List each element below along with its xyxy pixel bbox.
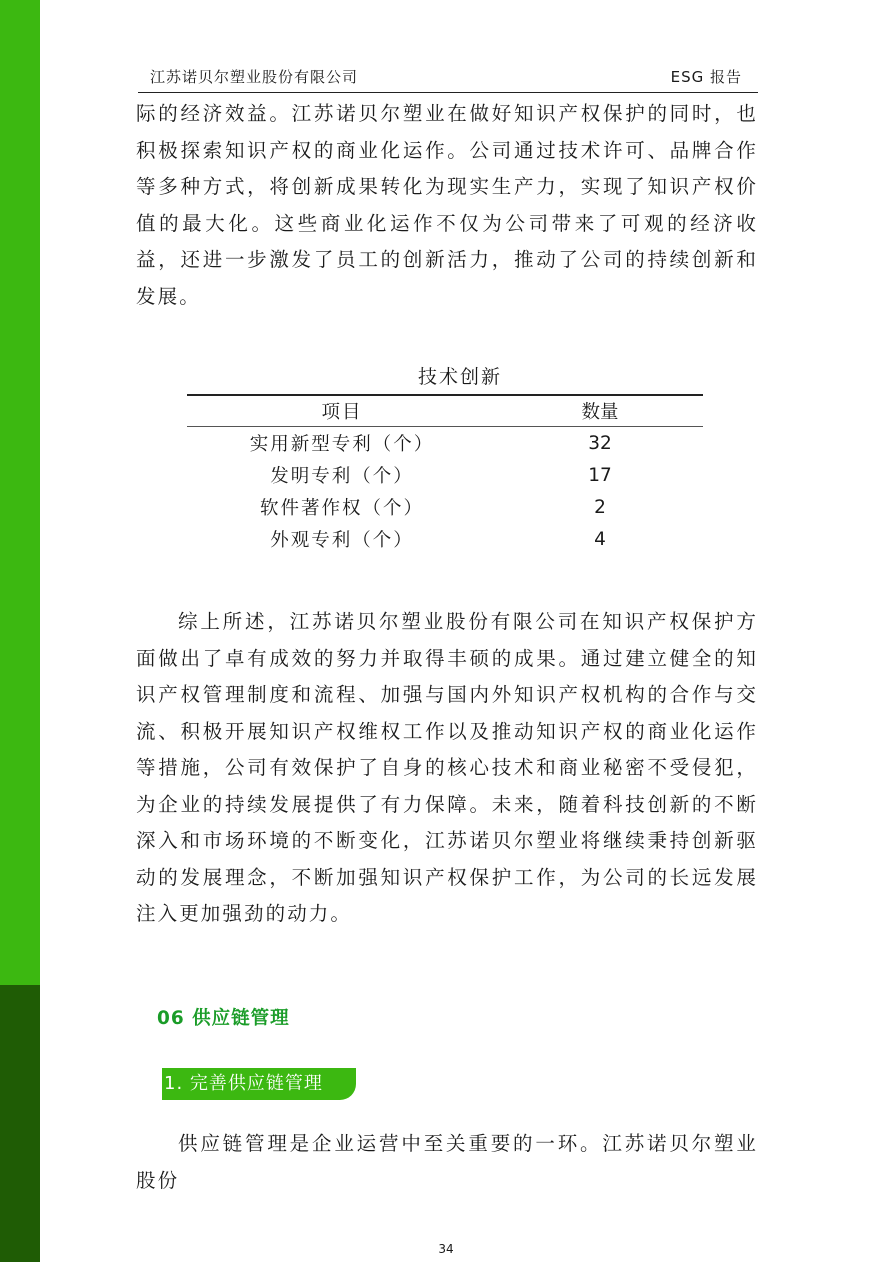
row-value: 32 bbox=[588, 432, 612, 454]
table-row bbox=[187, 459, 703, 491]
header-quantity: 数量 bbox=[497, 395, 703, 427]
header-report-label: ESG 报告 bbox=[670, 68, 742, 86]
row-label: 软件著作权（个） bbox=[259, 498, 424, 519]
page-header bbox=[138, 64, 758, 93]
table-row bbox=[187, 427, 703, 460]
row-label: 外观专利（个） bbox=[270, 530, 414, 551]
paragraph-supply-chain: 供应链管理是企业运营中至关重要的一环。江苏诺贝尔塑业股份 bbox=[136, 1132, 758, 1192]
table-row bbox=[187, 491, 703, 523]
table-row bbox=[187, 523, 703, 555]
row-value: 4 bbox=[594, 528, 606, 550]
row-label: 发明专利（个） bbox=[270, 466, 414, 487]
table-title: 技术创新 bbox=[417, 366, 502, 388]
header-item: 项目 bbox=[187, 395, 497, 427]
row-label: 实用新型专利（个） bbox=[249, 434, 435, 455]
page-number: 34 bbox=[438, 1242, 454, 1256]
subsection-heading: 1. 完善供应链管理 bbox=[162, 1068, 356, 1100]
paragraph-summary: 综上所述，江苏诺贝尔塑业股份有限公司在知识产权保护方面做出了卓有成效的努力并取得丰硕的成果。通过建立健全的知识产权管理制度和流程、加强与国内外知识产权机构的合作与交流、积极开展知识产权维权工作以及推动知识产权的商业化运作等措施，公司有效保护了自身的核心技术和商业秘密不受侵犯，为企业的持续发展提供了有力保障。未来，随着科技创新的不断深入和市场环境的不断变化，江苏诺贝尔塑业将继续秉持创新驱动的发展理念，不断加强知识产权保护工作，为公司的长远发展注入更加强劲的动力。 bbox=[136, 610, 758, 925]
section-heading: 06 供应链管理 bbox=[157, 1008, 290, 1029]
table-header-row bbox=[187, 395, 703, 427]
sidebar-accent-top bbox=[0, 0, 40, 985]
row-value: 17 bbox=[588, 464, 612, 486]
innovation-table bbox=[187, 394, 703, 555]
header-company-name: 江苏诺贝尔塑业股份有限公司 bbox=[150, 68, 359, 86]
paragraph-commercialization: 际的经济效益。江苏诺贝尔塑业在做好知识产权保护的同时，也积极探索知识产权的商业化运作。公司通过技术许可、品牌合作等多种方式，将创新成果转化为现实生产力，实现了知识产权价值的最大化。这些商业化运作不仅为公司带来了可观的经济收益，还进一步激发了员工的创新活力，推动了公司的持续创新和发展。 bbox=[136, 102, 758, 308]
sidebar-accent-bottom bbox=[0, 985, 40, 1262]
row-value: 2 bbox=[594, 496, 606, 518]
